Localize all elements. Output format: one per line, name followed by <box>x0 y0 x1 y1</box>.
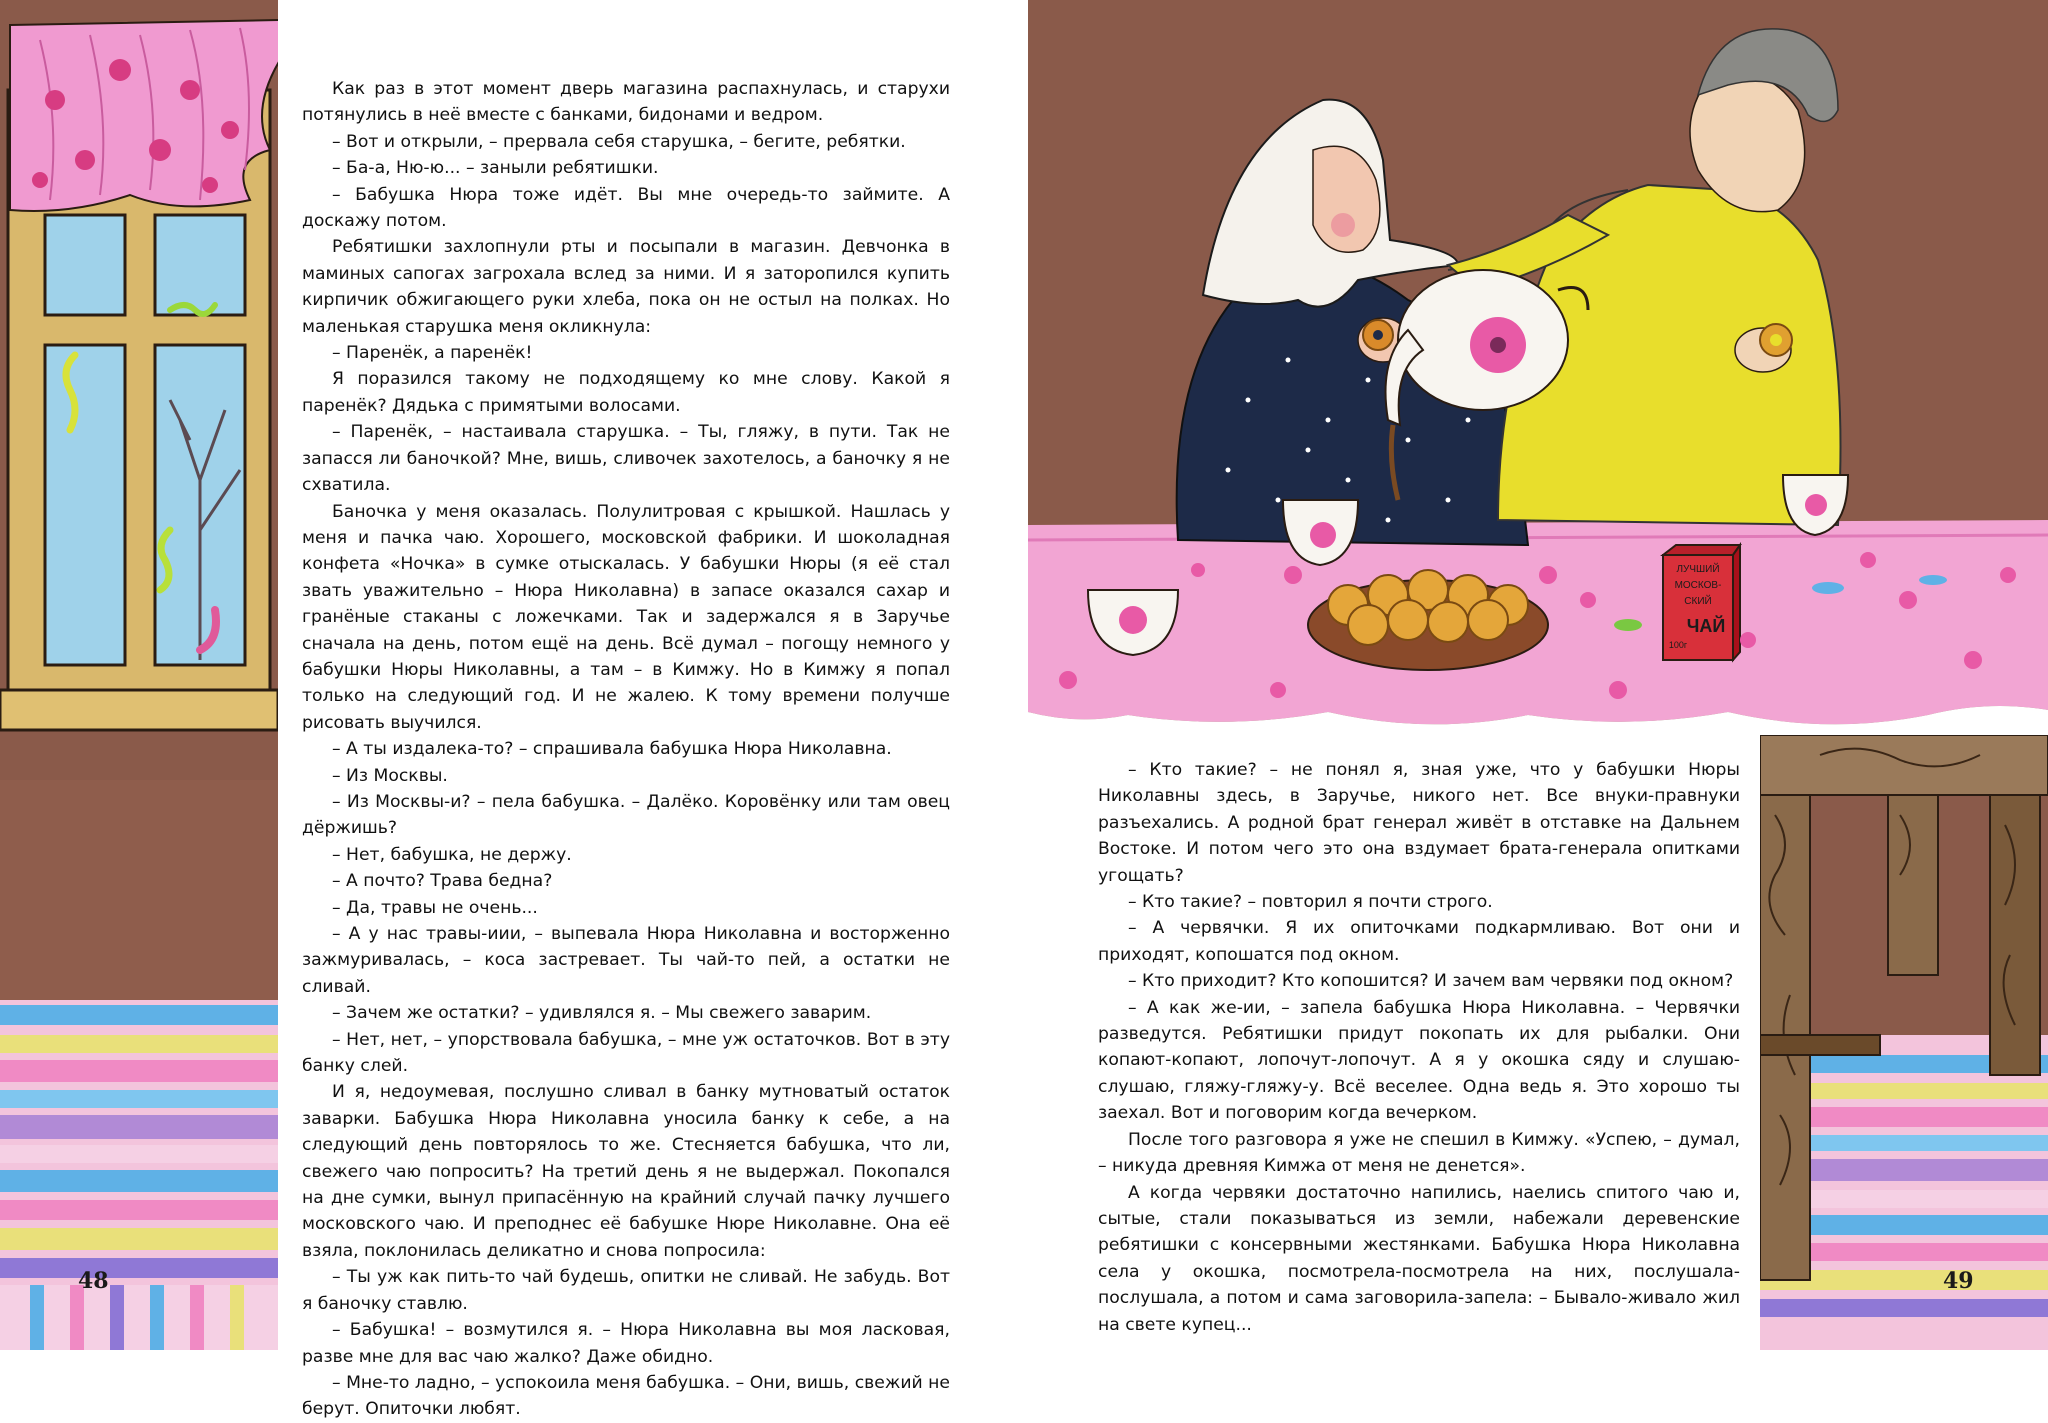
paragraph: – Да, травы не очень... <box>332 897 538 918</box>
paragraph: – Ба-а, Ню-ю... – заныли ребятишки. <box>332 158 659 179</box>
paragraph: – Ты уж как пить-то чай будешь, опитки не сливай. Не забудь. Вот я баночку ставлю. <box>302 1267 950 1314</box>
window-pane <box>155 215 245 315</box>
paragraph: – Кто такие? – не понял я, зная уже, что у бабушки Нюры Николавны здесь, в Заручье, никого нет. Все внуки-правнуки разъехались. А родной брат генерал живёт в отставке на Дальнем Востоке. И потом чего это она вздумает брата-генерала опитками угощать? <box>1098 760 1740 886</box>
paragraph: Как раз в этот момент дверь магазина распахнулась, и старухи потянулись в неё вместе с банками, бидонами и ведром. <box>302 79 950 126</box>
paragraph: Я поразился такому не подходящему ко мне слову. Какой я паренёк? Дядька с примятыми волосами. <box>302 369 950 416</box>
paragraph: – А у нас травы-иии, – выпевала Нюра Николавна и восторженно зажмуривалась, – коса застревает. Ты чай-то пей, а остатки не сливай. <box>302 924 950 997</box>
tea-illustration <box>1028 0 2048 735</box>
paragraph: – Мне-то ладно, – успокоила меня бабушка. – Они, вишь, свежий не берут. Опиточки любят. <box>302 1372 950 1420</box>
table-leg <box>1888 795 1938 975</box>
paragraph: – Кто приходит? Кто копошится? И зачем вам червяки под окном? <box>1128 971 1734 992</box>
table-leg <box>1990 795 2040 1075</box>
table-leg-scene <box>1760 735 2048 1350</box>
paragraph: – Вот и открыли, – прервала себя старушка, – бегите, ребятки. <box>332 131 906 152</box>
paragraph: – А червячки. Я их опиточками подкармливаю. Вот они и приходят, копошатся под окном. <box>1098 918 1740 965</box>
paragraph: А когда червяки достаточно напились, наелись спитого чаю и, сытые, стали показываться из земли, набежали деревенские ребятишки с консервными жестянками. Бабушка Нюра Николавна села у окошка, посмотрела-посмотрела на них, послушала-послушала, а потом и сама заговорила-запела: – Бывало-живало жил на свете купец... <box>1098 1182 1740 1335</box>
tea-box-label: ЧАЙ <box>1686 616 1726 636</box>
bagel-plate <box>1308 570 1548 670</box>
paragraph: И я, недоумевая, послушно сливал в банку мутноватый остаток заварки. Бабушка Нюра Николавна уносила банку к себе, а на следующий день повторялось то же. Стесняется бабушка, что ли, свежего чаю попросить? На третий день я не выдержал. Покопался на дне сумки, вынул припасённую на крайний случай пачку лучшего московского чаю. И преподнес её бабушке Нюре Николавне. Она её взяла, поклонилась деликатно и снова попросила: <box>302 1082 950 1261</box>
left-page-text <box>302 76 950 1423</box>
paragraph: – Паренёк, а паренёк! <box>332 343 533 364</box>
paragraph: Ребятишки захлопнули рты и посыпали в магазин. Девчонка в маминых сапогах загрохала вслед за ними. И я заторопился купить кирпичик обжигающего руки хлеба, пока он не остыл на полках. Но маленькая старушка меня окликнула: <box>302 237 950 337</box>
tea-scene <box>1028 0 2048 735</box>
paragraph: – Зачем же остатки? – удивлялся я. – Мы свежего заварим. <box>332 1003 872 1024</box>
table-top <box>1760 735 2048 795</box>
window-pane <box>45 345 125 665</box>
paragraph: – Кто такие? – повторил я почти строго. <box>1128 892 1493 913</box>
paragraph: – Бабушка Нюра тоже идёт. Вы мне очередь-то займите. А доскажу потом. <box>302 184 950 232</box>
paragraph: – Из Москвы-и? – пела бабушка. – Далёко. Коровёнку или там овец дёржишь? <box>302 791 950 839</box>
paragraph: – Из Москвы. <box>332 765 448 786</box>
tea-box-weight: 100г <box>1668 640 1688 650</box>
paragraph: Баночка у меня оказалась. Полулитровая с крышкой. Нашлась у меня и пачка чаю. Хорошего, московской фабрики. И шоколадная конфета «Ночка» в сумке отыскалась. У бабушки Нюры (я её стал звать уважительно – Нюра Николавна) в запасе оказался сахар и гранёные стаканы с ложечками. Так и задержался я в Заручье сначала на день, потом ещё на день. Всё думал – погощу немного у бабушки Нюры Николавны, а там – в Кимжу. Но в Кимжу я попал только на следующий год. И не жалею. К тому времени получше рисовать выучился. <box>302 501 950 733</box>
paragraph: – А почто? Трава бедна? <box>332 871 553 892</box>
paragraph: – А ты издалека-то? – спрашивала бабушка Нюра Николавна. <box>332 739 892 760</box>
tea-box-label: МОСКОВ- <box>1674 580 1722 591</box>
paragraph: – Паренёк, – настаивала старушка. – Ты, гляжу, в пути. Так не запасся ли баночкой? Мне, вишь, сливочек захотелось, а баночку я не схватила. <box>302 422 950 496</box>
paragraph: – Бабушка! – возмутился я. – Нюра Николавна вы моя ласковая, разве мне для вас чаю жалко? Даже обидно. <box>302 1320 950 1367</box>
table-leg-illustration <box>1760 735 2048 1350</box>
window-scene <box>0 0 278 1350</box>
paragraph: – А как же-ии, – запела бабушка Нюра Николавна. – Червячки разведутся. Ребятишки придут покопать их для рыбалки. Они копают-копают, лопочут-лопочут. А я у окошка сяду и слушаю-слушаю, гляжу-гляжу-у. Всё веселее. Одна ведь я. Это хорошо ты заехал. Вот и поговорим когда вечерком. <box>1098 997 1740 1124</box>
left-page-number: 48 <box>78 1268 109 1294</box>
paragraph: После того разговора я уже не спешил в Кимжу. «Успею, – думал, – никуда древняя Кимжа от меня не денется». <box>1098 1129 1740 1177</box>
paragraph: – Нет, бабушка, не держу. <box>332 844 572 865</box>
paragraph: – Нет, нет, – упорствовала бабушка, – мне уж остаточков. Вот в эту банку слей. <box>302 1029 950 1077</box>
right-page-number: 49 <box>1943 1268 1974 1294</box>
tea-box-label: СКИЙ <box>1684 596 1712 607</box>
striped-rug <box>0 1000 278 1350</box>
right-page-text <box>1098 757 1740 1338</box>
window-pane <box>45 215 125 315</box>
tea-box-label: ЛУЧШИЙ <box>1676 564 1720 575</box>
left-illustration <box>0 0 278 1350</box>
